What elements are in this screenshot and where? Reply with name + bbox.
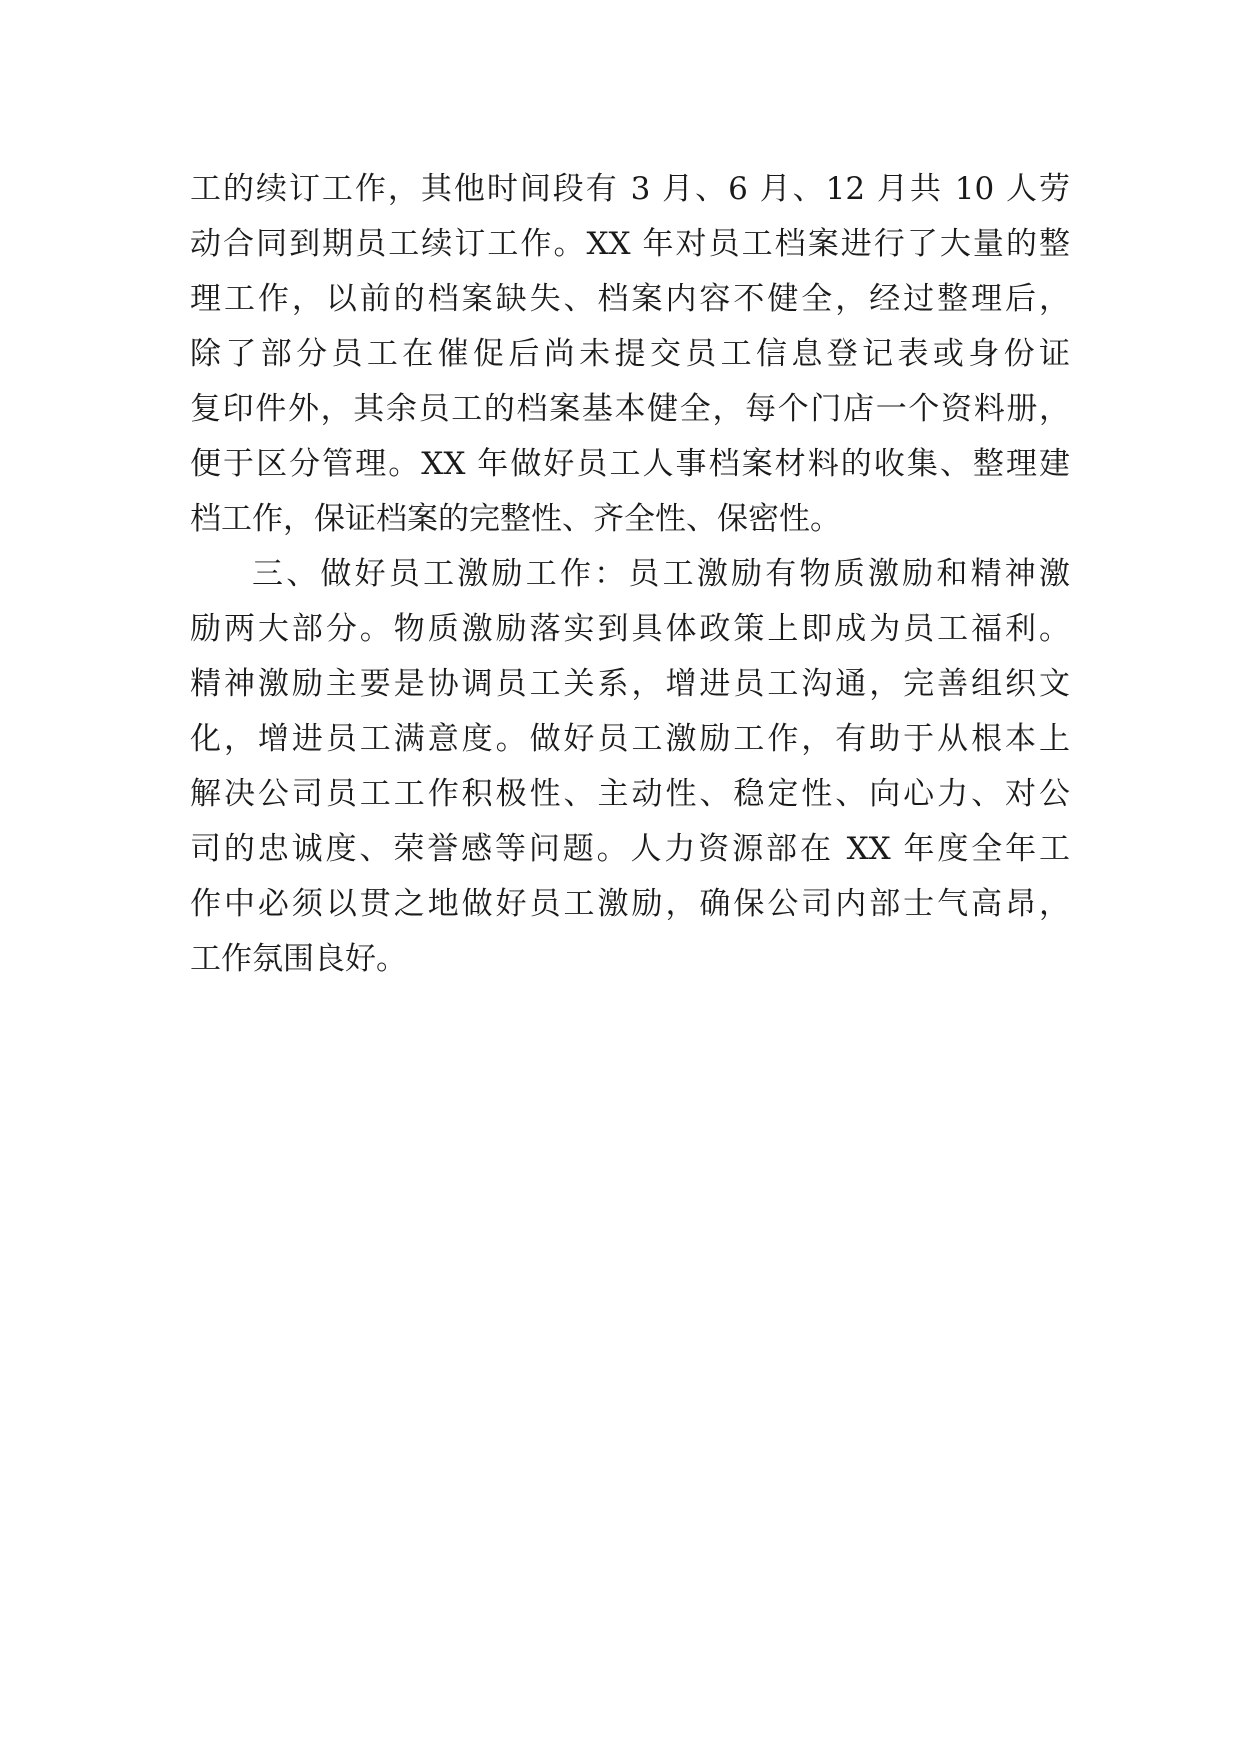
- text-line: 解决公司员工工作积极性、主动性、稳定性、向心力、对公: [190, 776, 1070, 812]
- text-line: 三、做好员工激励工作：员工激励有物质激励和精神激: [252, 556, 1070, 592]
- text-line: 工作氛围良好。: [190, 941, 407, 977]
- text-line: 档工作，保证档案的完整性、齐全性、保密性。: [190, 501, 841, 537]
- text-line: 司的忠诚度、荣誉感等问题。人力资源部在 XX 年度全年工: [190, 831, 1070, 867]
- paragraph-incentives: [190, 547, 1070, 987]
- text-line: 化，增进员工满意度。做好员工激励工作，有助于从根本上: [190, 721, 1070, 757]
- text-line: 除了部分员工在催促后尚未提交员工信息登记表或身份证: [190, 336, 1070, 372]
- text-line: 励两大部分。物质激励落实到具体政策上即成为员工福利。: [190, 611, 1070, 647]
- text-line: 理工作，以前的档案缺失、档案内容不健全，经过整理后，: [190, 281, 1070, 317]
- text-line: 复印件外，其余员工的档案基本健全，每个门店一个资料册，: [190, 391, 1070, 427]
- paragraph-records: [190, 162, 1070, 547]
- text-line: 作中必须以贯之地做好员工激励，确保公司内部士气高昂，: [190, 886, 1070, 922]
- text-line: 精神激励主要是协调员工关系，增进员工沟通，完善组织文: [190, 666, 1070, 702]
- text-line: 便于区分管理。XX 年做好员工人事档案材料的收集、整理建: [190, 446, 1070, 482]
- text-line: 工的续订工作，其他时间段有 3 月、6 月、12 月共 10 人劳: [190, 171, 1070, 207]
- text-line: 动合同到期员工续订工作。XX 年对员工档案进行了大量的整: [190, 226, 1070, 262]
- body-text: [190, 162, 1070, 987]
